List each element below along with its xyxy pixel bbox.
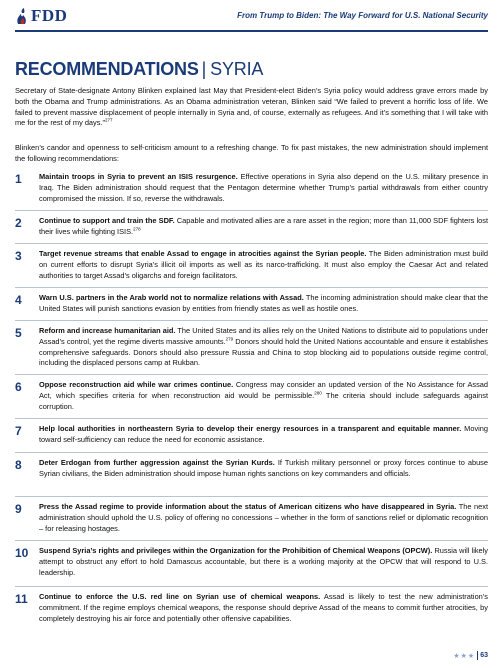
footnote-ref: 280 [314,390,322,396]
page-number: 63 [480,652,488,659]
intro-paragraph-text: Secretary of State-designate Antony Blinken explained last May that President-elect Biden’s Syria policy would address grave errors made by both the Obama and Trump administrations. As an Obama administration veteran, Blinken said “We failed to prevent a horrific loss of life. We failed to prevent massive displacement of people internally in Syria and, of course, externally as refugees. And it’s something that I will take with me for the rest of my days.” [15,86,488,128]
recommendation-body: The incoming administration should make clear that the United States will punish sanctions evasion by entities from friendly states as well as hostile ones. [39,293,488,313]
section-heading [15,59,263,80]
recommendation-body: Assad is likely to test the new administration’s commitment. If the regime employs chemical weapons, the response should deprive Assad of the means to commit further atrocities, by completely destroying his air force and potentially other offensive capabilities. [39,592,488,623]
footer-divider [477,651,478,660]
footnote-ref: 278 [133,226,141,232]
recommendation-number: 11 [15,592,28,606]
recommendation-title: Continue to support and train the SDF. [39,216,175,225]
recommendation-divider [15,452,488,453]
recommendation-divider [15,418,488,419]
recommendation-text [39,380,488,412]
recommendation-number: 8 [15,458,22,472]
footnote-ref: 279 [225,336,234,342]
recommendation-divider [15,320,488,321]
recommendation-text [39,592,488,624]
recommendation-number: 5 [15,326,22,340]
recommendation-title: Continue to enforce the U.S. red line on Syrian use of chemical weapons. [39,592,321,601]
recommendation-body: The Biden administration must build on current efforts to disrupt Syria’s illicit oil imports as well as its narco-trafficking. It must also employ the Caesar Act and related authorities to target Assad’s oligarchs and foreign facilitators. [39,249,488,280]
recommendation-title: Target revenue streams that enable Assad to engage in atrocities against the Syrian people. [39,249,367,258]
recommendation-body: The next administration should uphold the U.S. policy of offering no concessions – whether in the form of sanctions relief or diplomatic recognition – for releasing hostages. [39,502,488,533]
recommendation-body: Capable and motivated allies are a rare asset in the region; more than 11,000 SDF fighters lost their lives while fighting ISIS. [39,216,488,236]
header-divider [15,30,488,32]
recommendation-number: 6 [15,380,22,394]
recommendation-divider [15,243,488,244]
recommendation-body-continued: The criteria should include safeguards against corruption. [39,390,489,411]
recommendation-number: 1 [15,172,22,186]
recommendation-text [39,172,488,204]
section-separator: | [201,59,207,79]
recommendation-title: Maintain troops in Syria to prevent an ISIS resurgence. [39,172,238,181]
recommendation-divider [15,287,488,288]
recommendation-body: Congress may consider an updated version of the No Assistance for Assad Act, which specifies criteria for when reconstruction aid would be permissible. [39,380,488,400]
recommendation-title: Help local authorities in northeastern Syria to develop their energy resources in a transparent and equitable manner. [39,424,462,433]
intro-paragraph [15,86,488,129]
intro-lead-paragraph [15,143,488,165]
recommendation-title: Deter Erdogan from further aggression against the Syrian Kurds. [39,458,275,467]
recommendation-text [39,546,488,578]
recommendation-text [39,502,488,534]
fdd-logo [15,6,67,26]
recommendation-text [39,458,488,480]
recommendation-number: 3 [15,249,22,263]
section-subtitle: SYRIA [210,59,264,79]
recommendation-body: If Turkish military personnel or proxy forces continue to abuse Syrian civilians, the Biden administration should impose human rights sanctions on key commanders and officials. [39,458,488,478]
recommendation-number: 10 [15,546,29,560]
recommendation-divider [15,496,488,497]
recommendation-text [39,249,488,281]
recommendation-body: Russia will likely attempt to obstruct any effort to hold Damascus accountable, but there is a working majority at the OPCW that will respond to U.S. leadership. [39,546,488,577]
recommendation-divider [15,540,488,541]
recommendation-divider [15,210,488,211]
recommendation-number: 9 [15,502,22,516]
recommendation-body-continued: Donors should hold the United Nations accountable and ensure it establishes comprehensive safeguards. Donors should also pressure Russia and China to stop blocking aid to populations outside regime control, including the displaced persons camp at Rukban. [39,336,488,368]
recommendation-body: Moving toward self-sufficiency can reduce the need for economic assistance. [39,424,489,444]
section-title: RECOMMENDATIONS [15,59,199,79]
recommendation-body: The United States and its allies rely on the United Nations to distribute aid to populations under Assad’s control, yet the regime diverts massive amounts. [39,326,488,346]
intro-lead-text: Blinken’s candor and openness to self-criticism amount to a refreshing change. To fix past mistakes, the new administration should implement the following recommendations: [15,143,488,163]
recommendation-title: Suspend Syria’s rights and privileges within the Organization for the Prohibition of Chemical Weapons (OPCW). [39,546,433,555]
recommendation-divider [15,586,488,587]
page-footer [453,651,488,660]
recommendation-title: Reform and increase humanitarian aid. [39,326,176,335]
recommendation-body: Effective operations in Syria also depend on the U.S. military presence in Iraq. The Biden administration should request that the Pentagon determine whether Trump’s partial withdrawals from either country compromised the mission. If so, reverse the withdrawals. [39,172,488,203]
recommendation-number: 2 [15,216,22,230]
recommendation-text [39,326,488,369]
fdd-flame-logo-icon [15,7,30,25]
recommendation-text [39,424,488,446]
recommendation-title: Press the Assad regime to provide information about the status of American citizens who have disappeared in Syria. [39,502,457,511]
recommendation-text [39,293,488,315]
recommendation-divider [15,374,488,375]
recommendation-number: 7 [15,424,22,438]
document-title: From Trump to Biden: The Way Forward for U.S. National Security [237,11,488,20]
recommendation-title: Oppose reconstruction aid while war crimes continue. [39,380,234,389]
recommendation-title: Warn U.S. partners in the Arab world not to normalize relations with Assad. [39,293,304,302]
recommendation-text [39,216,488,238]
stars-icon: ★★★ [453,652,476,660]
logo-text: FDD [31,6,68,25]
footnote-ref: 277 [104,117,113,123]
recommendation-number: 4 [15,293,22,307]
page-header [15,6,488,28]
